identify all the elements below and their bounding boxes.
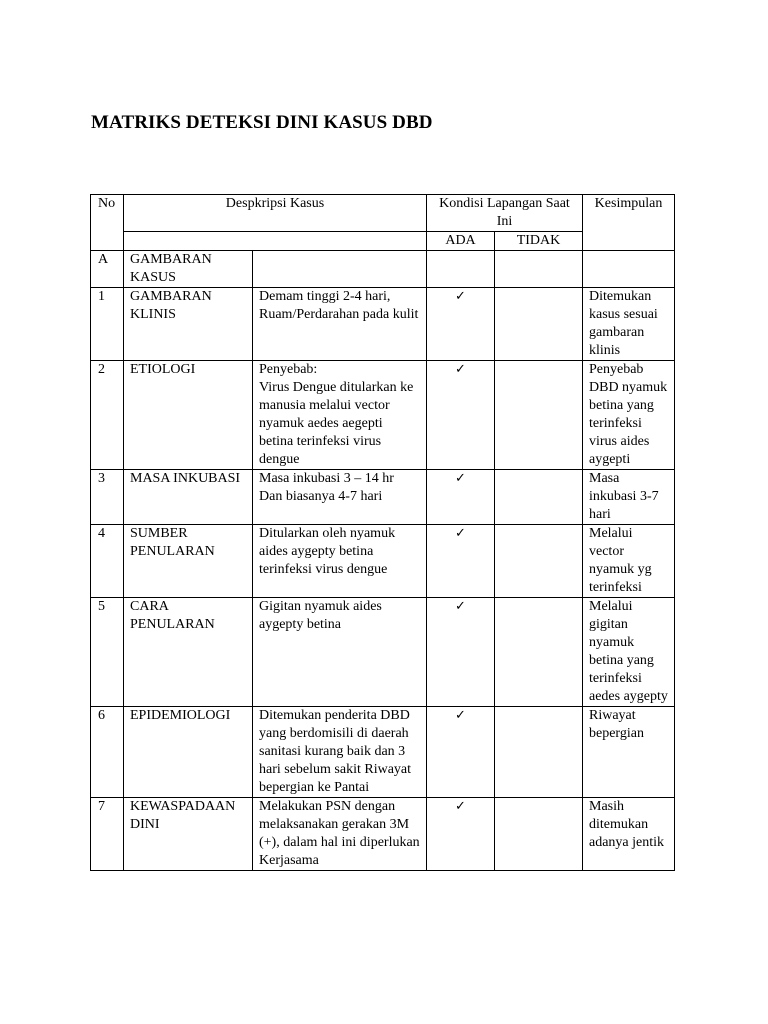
row-ada-check: ✓	[427, 470, 495, 525]
row-tidak	[495, 288, 583, 361]
row-ada-check: ✓	[427, 798, 495, 871]
row-description	[253, 251, 427, 288]
row-ada-check: ✓	[427, 707, 495, 798]
row-kesimpulan: Masa inkubasi 3-7 hari	[583, 470, 675, 525]
row-case-name: SUMBER PENULARAN	[124, 525, 253, 598]
header-deskripsi: Despkripsi Kasus	[124, 195, 427, 232]
table-row	[91, 288, 675, 361]
row-case-name: ETIOLOGI	[124, 361, 253, 470]
row-kesimpulan: Penyebab DBD nyamuk betina yang terinfeksi virus aides aygepti	[583, 361, 675, 470]
row-no: 2	[91, 361, 124, 470]
row-description: Gigitan nyamuk aides aygepty betina	[253, 598, 427, 707]
row-kesimpulan: Ditemukan kasus sesuai gambaran klinis	[583, 288, 675, 361]
header-no: No	[91, 195, 124, 251]
row-case-name: EPIDEMIOLOGI	[124, 707, 253, 798]
row-kesimpulan: Melalui gigitan nyamuk betina yang terinfeksi aedes aygepty	[583, 598, 675, 707]
row-no: 7	[91, 798, 124, 871]
row-description: Penyebab: Virus Dengue ditularkan ke manusia melalui vector nyamuk aedes aegepti betina terinfeksi virus dengue	[253, 361, 427, 470]
table-row	[91, 361, 675, 470]
row-description: Ditularkan oleh nyamuk aides aygepty betina terinfeksi virus dengue	[253, 525, 427, 598]
header-ada: ADA	[427, 232, 495, 251]
row-ada-check: ✓	[427, 288, 495, 361]
row-ada-check	[427, 251, 495, 288]
row-no: A	[91, 251, 124, 288]
row-ada-check: ✓	[427, 361, 495, 470]
table-row	[91, 251, 675, 288]
row-no: 6	[91, 707, 124, 798]
row-description: Masa inkubasi 3 – 14 hr Dan biasanya 4-7 hari	[253, 470, 427, 525]
row-tidak	[495, 707, 583, 798]
row-tidak	[495, 470, 583, 525]
row-tidak	[495, 251, 583, 288]
table-row	[91, 598, 675, 707]
row-tidak	[495, 798, 583, 871]
row-kesimpulan: Melalui vector nyamuk yg terinfeksi	[583, 525, 675, 598]
row-no: 4	[91, 525, 124, 598]
row-description: Ditemukan penderita DBD yang berdomisili di daerah sanitasi kurang baik dan 3 hari sebelum sakit Riwayat bepergian ke Pantai	[253, 707, 427, 798]
row-description: Melakukan PSN dengan melaksanakan gerakan 3M (+), dalam hal ini diperlukan Kerjasama	[253, 798, 427, 871]
table-row	[91, 798, 675, 871]
table-row	[91, 525, 675, 598]
row-case-name: GAMBARAN KLINIS	[124, 288, 253, 361]
row-case-name: MASA INKUBASI	[124, 470, 253, 525]
row-kesimpulan: Riwayat bepergian	[583, 707, 675, 798]
row-kesimpulan	[583, 251, 675, 288]
row-case-name: GAMBARAN KASUS	[124, 251, 253, 288]
row-tidak	[495, 525, 583, 598]
row-tidak	[495, 361, 583, 470]
row-case-name: CARA PENULARAN	[124, 598, 253, 707]
row-tidak	[495, 598, 583, 707]
row-ada-check: ✓	[427, 525, 495, 598]
matrix-table	[90, 194, 675, 871]
document-title: MATRIKS DETEKSI DINI KASUS DBD	[91, 112, 433, 133]
table-row	[91, 470, 675, 525]
row-ada-check: ✓	[427, 598, 495, 707]
row-description: Demam tinggi 2-4 hari, Ruam/Perdarahan pada kulit	[253, 288, 427, 361]
header-kondisi: Kondisi Lapangan Saat Ini	[427, 195, 583, 232]
row-no: 1	[91, 288, 124, 361]
header-tidak: TIDAK	[495, 232, 583, 251]
header-deskripsi-blank	[124, 232, 427, 251]
row-case-name: KEWASPADAAN DINI	[124, 798, 253, 871]
header-kesimpulan: Kesimpulan	[583, 195, 675, 251]
table-row	[91, 707, 675, 798]
row-no: 5	[91, 598, 124, 707]
row-kesimpulan: Masih ditemukan adanya jentik	[583, 798, 675, 871]
row-no: 3	[91, 470, 124, 525]
table-header-row	[91, 195, 675, 232]
matrix-table-wrapper	[90, 194, 675, 871]
